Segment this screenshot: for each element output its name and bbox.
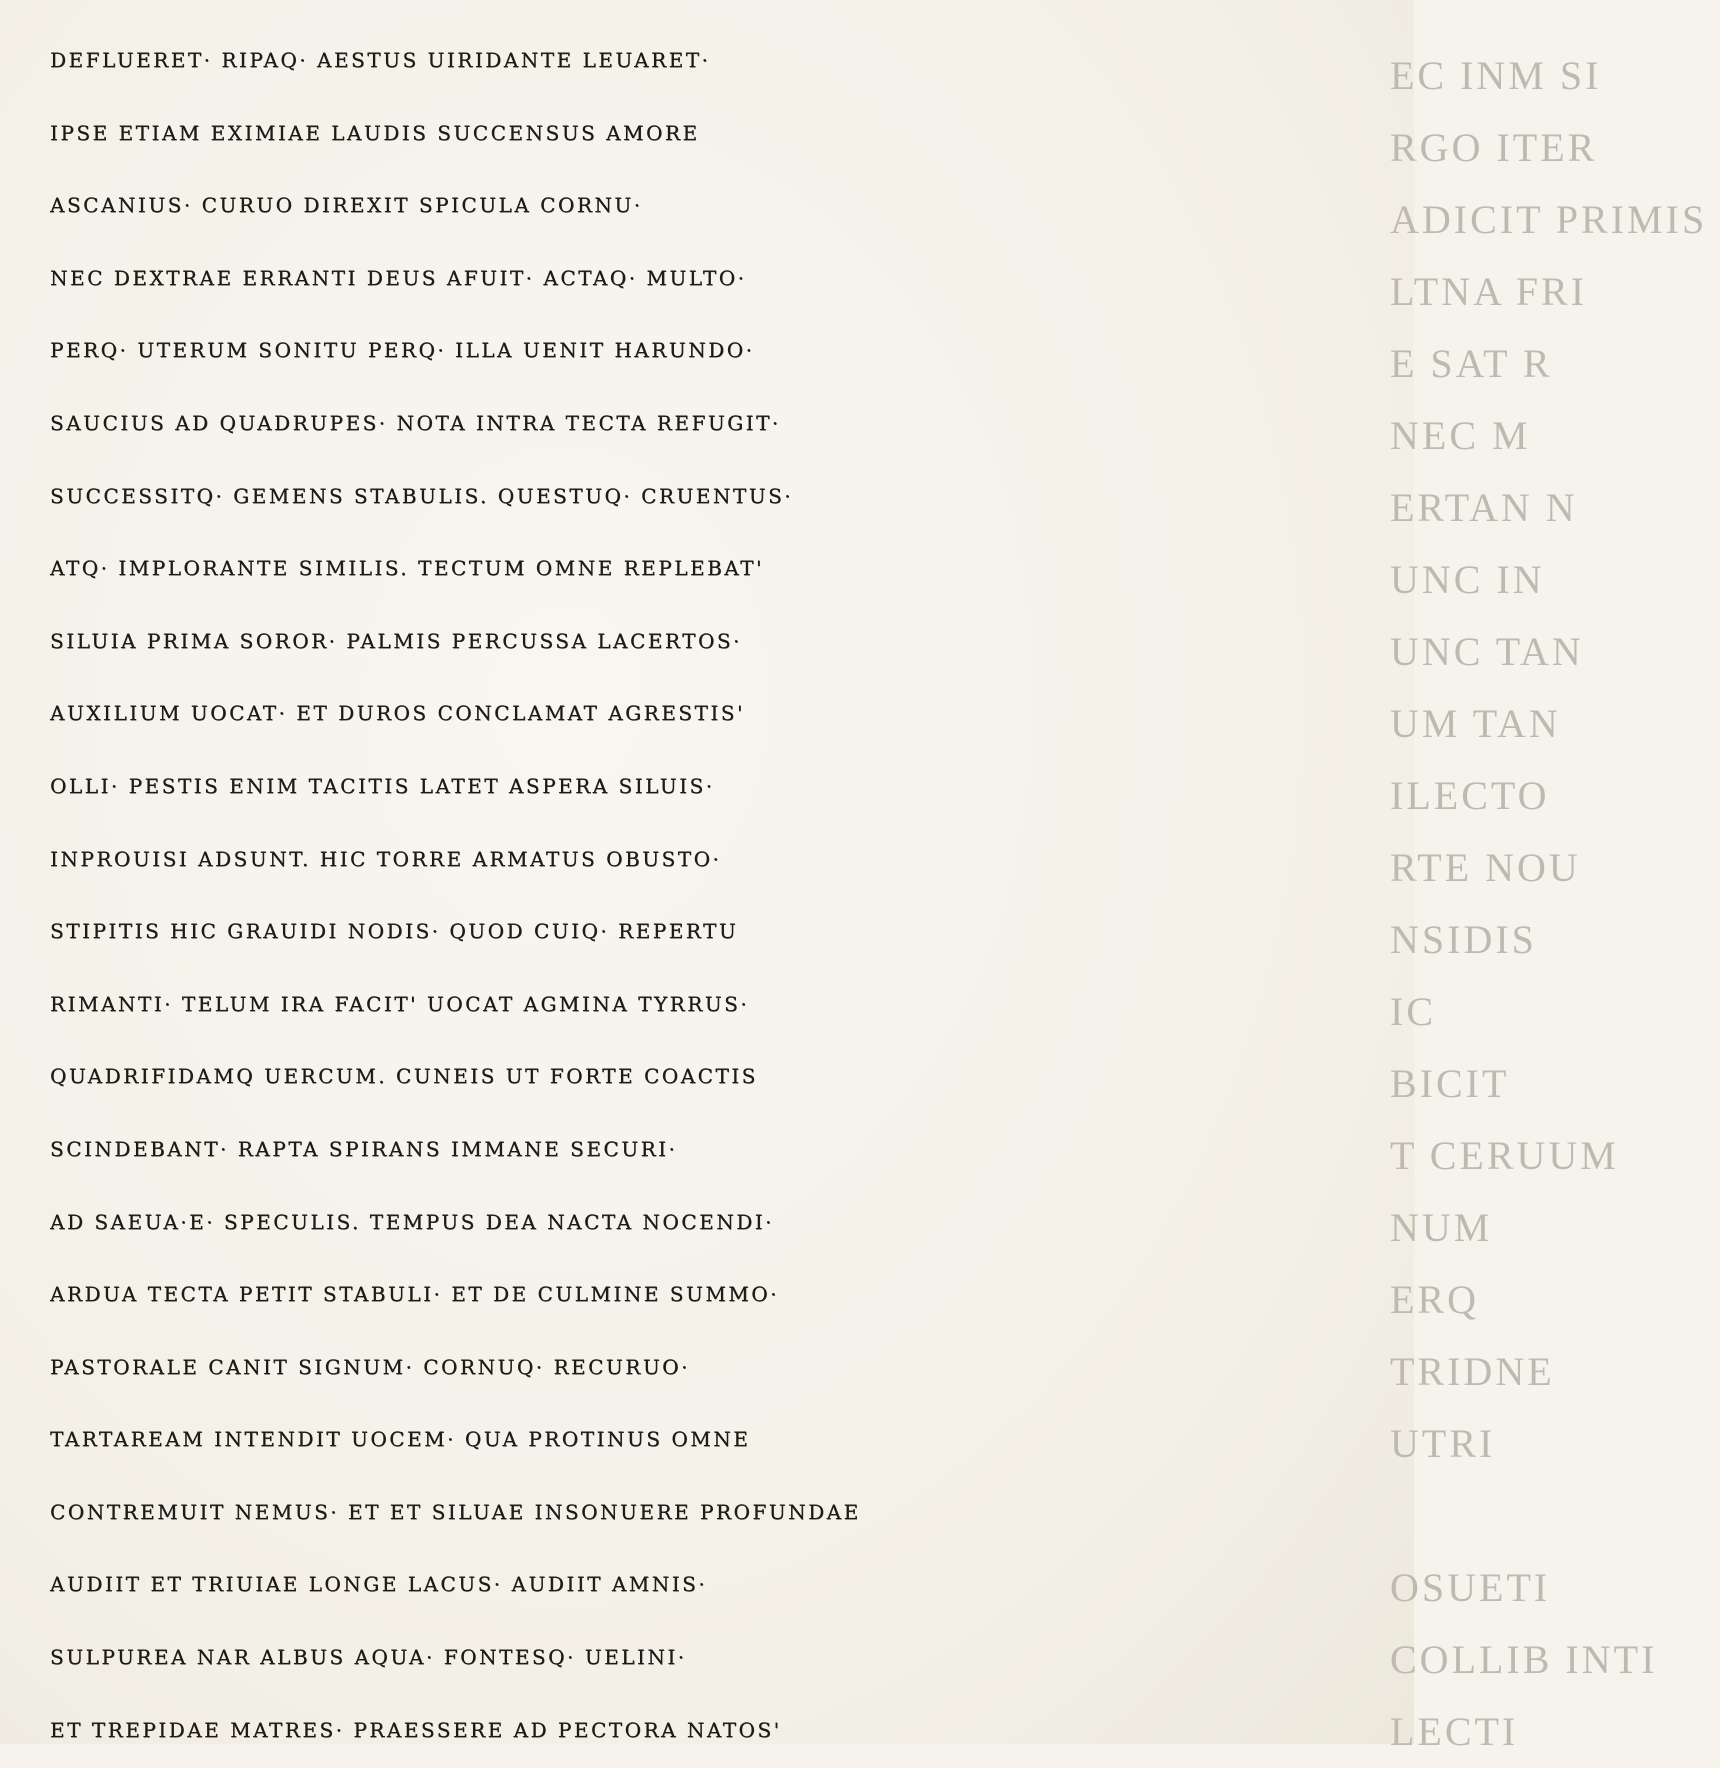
text-line: PASTORALE CANIT SIGNUM· CORNUQ· RECURUO· [50, 1354, 690, 1379]
ghost-line: COLLIB INTI [1390, 1637, 1658, 1682]
text-line: AD SAEUA·E· SPECULIS. TEMPUS DEA NACTA NOCENDI· [50, 1209, 774, 1234]
text-line: OLLI· PESTIS ENIM TACITIS LATET ASPERA SILUIS· [50, 773, 715, 798]
text-line: SULPUREA NAR ALBUS AQUA· FONTESQ· UELINI· [50, 1645, 687, 1670]
text-line: ARDUA TECTA PETIT STABULI· ET DE CULMINE SUMMO· [50, 1282, 780, 1307]
ghost-line: UTRI [1390, 1421, 1496, 1466]
ghost-line: UNC IN [1390, 557, 1545, 602]
show-through-text [1390, 40, 1720, 1768]
ghost-line: RTE NOU [1390, 845, 1581, 890]
ghost-line: OSUETI [1390, 1565, 1551, 1610]
text-line: PERQ· UTERUM SONITU PERQ· ILLA UENIT HARUNDO· [50, 338, 755, 363]
ghost-line: NEC M [1390, 413, 1531, 458]
manuscript-text-block [50, 24, 1390, 1766]
ghost-line: UNC TAN [1390, 629, 1584, 674]
ghost-line: ADICIT PRIMIS [1390, 197, 1708, 242]
ghost-line: BICIT [1390, 1061, 1510, 1106]
ghost-line [1390, 1480, 1720, 1552]
ghost-line: TRIDNE [1390, 1349, 1555, 1394]
text-line: INPROUISI ADSUNT. HIC TORRE ARMATUS OBUSTO· [50, 846, 722, 871]
text-line: ATQ· IMPLORANTE SIMILIS. TECTUM OMNE REPLEBAT' [50, 556, 764, 581]
text-line: STIPITIS HIC GRAUIDI NODIS· QUOD CUIQ· REPERTU [50, 919, 739, 944]
ghost-line: E SAT R [1390, 341, 1553, 386]
text-line: QUADRIFIDAMQ UERCUM. CUNEIS UT FORTE COACTIS [50, 1064, 758, 1089]
ghost-line: ERTAN N [1390, 485, 1578, 530]
text-line: SCINDEBANT· RAPTA SPIRANS IMMANE SECURI· [50, 1136, 678, 1161]
ghost-line: NUM [1390, 1205, 1493, 1250]
text-line: AUDIIT ET TRIUIAE LONGE LACUS· AUDIIT AMNIS· [50, 1572, 708, 1597]
text-line: ET TREPIDAE MATRES· PRAESSERE AD PECTORA NATOS' [50, 1717, 782, 1742]
ghost-line: RGO ITER [1390, 125, 1598, 170]
text-line: SILUIA PRIMA SOROR· PALMIS PERCUSSA LACERTOS· [50, 628, 742, 653]
ghost-line: UM TAN [1390, 701, 1561, 746]
text-line: AUXILIUM UOCAT· ET DUROS CONCLAMAT AGRESTIS' [50, 701, 745, 726]
text-line: SUCCESSITQ· GEMENS STABULIS. QUESTUQ· CRUENTUS· [50, 483, 794, 508]
text-line: NEC DEXTRAE ERRANTI DEUS AFUIT· ACTAQ· MULTO· [50, 265, 747, 290]
ghost-line: IC [1390, 989, 1436, 1034]
ghost-line: EC INM SI [1390, 53, 1602, 98]
ghost-line: NSIDIS [1390, 917, 1537, 962]
ghost-line: T CERUUM [1390, 1133, 1619, 1178]
text-line: ASCANIUS· CURUO DIREXIT SPICULA CORNU· [50, 193, 643, 218]
text-line: IPSE ETIAM EXIMIAE LAUDIS SUCCENSUS AMORE [50, 120, 700, 145]
text-line: DEFLUERET· RIPAQ· AESTUS UIRIDANTE LEUARET· [50, 48, 711, 72]
text-line: TARTAREAM INTENDIT UOCEM· QUA PROTINUS OMNE [50, 1427, 751, 1452]
text-line: SAUCIUS AD QUADRUPES· NOTA INTRA TECTA REFUGIT· [50, 410, 781, 435]
ghost-line: ILECTO [1390, 773, 1550, 818]
text-line: RIMANTI· TELUM IRA FACIT' UOCAT AGMINA TYRRUS· [50, 991, 750, 1016]
ghost-line: LECTI [1390, 1709, 1519, 1754]
text-line: CONTREMUIT NEMUS· ET ET SILUAE INSONUERE PROFUNDAE [50, 1499, 861, 1524]
ghost-line: LTNA FRI [1390, 269, 1588, 314]
ghost-line: ERQ [1390, 1277, 1479, 1322]
